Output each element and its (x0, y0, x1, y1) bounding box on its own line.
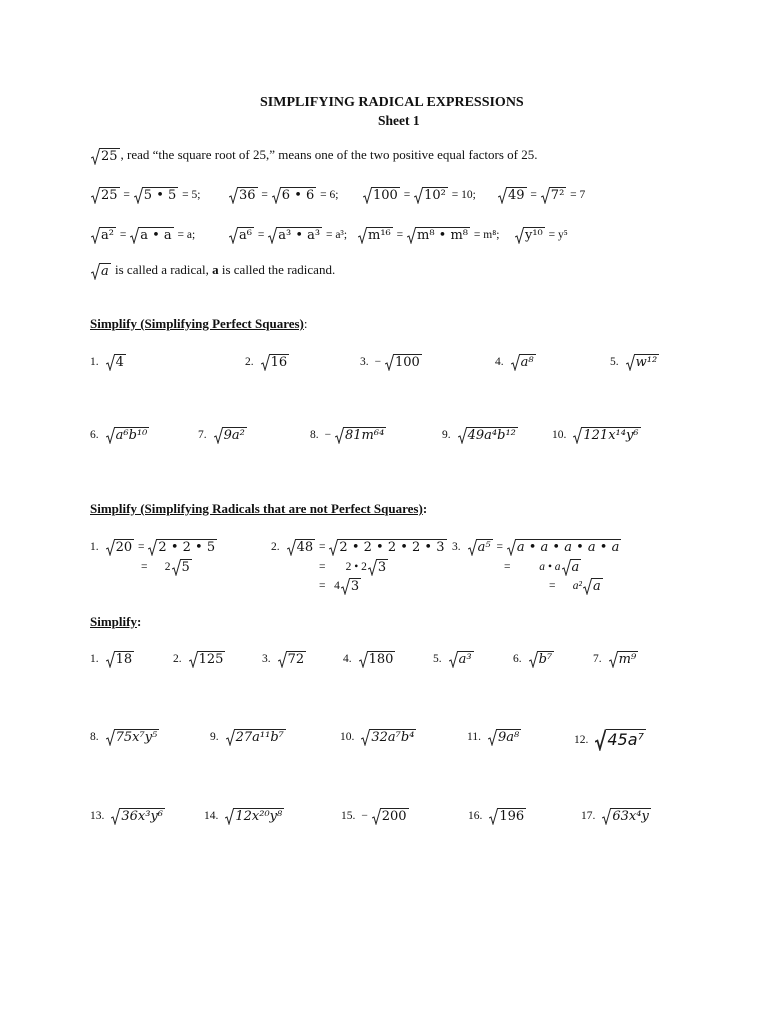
sheet-label: Sheet 1 (378, 113, 420, 128)
problem-row-simplify-3 (90, 808, 710, 830)
radical-expression (261, 354, 290, 371)
radical-sign-icon (130, 227, 139, 244)
radical-expression (602, 808, 650, 825)
radical-expression (489, 808, 526, 825)
radical-sign-icon (372, 808, 381, 825)
radical-expression (359, 651, 396, 668)
radical-expression (595, 729, 646, 751)
worked-example-2-step-2: = 4 3 (319, 579, 360, 594)
worked-example-3-step-1: = a • a a (504, 560, 580, 575)
problem-item (442, 427, 519, 444)
example-row-2-item-2: a⁶ = a³ • a³ = a³; (228, 227, 347, 244)
problem-number: 10. (552, 429, 567, 442)
radical-sign-icon (595, 729, 606, 751)
radical-sign-icon (91, 187, 100, 204)
radicand: m⁹ (618, 652, 637, 667)
radicand: w¹² (635, 355, 658, 370)
problem-number: 16. (468, 810, 483, 823)
negative-sign: − (374, 356, 384, 369)
radical-sign-icon (287, 539, 296, 556)
radical-sign-icon (91, 227, 100, 244)
radicand: a³ (458, 652, 472, 667)
intro-text: , read “the square root of 25,” means one of the two positive equal factors of 25. (120, 147, 538, 162)
problem-number: 3. (360, 356, 369, 369)
radical-expression (361, 729, 416, 746)
radical-expression (106, 729, 160, 746)
radicand: 27a¹¹b⁷ (235, 730, 284, 745)
problem-item (173, 651, 226, 668)
radicand: b⁷ (538, 652, 553, 667)
radical-sign-icon (489, 808, 498, 825)
radical-sign-icon (335, 427, 344, 444)
problem-number: 5. (433, 653, 442, 666)
radical-expression (372, 808, 409, 825)
radical-sign-icon (261, 354, 270, 371)
radical-sign-icon (515, 227, 524, 244)
radical-sign-icon (134, 187, 143, 204)
radical-expression (106, 651, 135, 668)
section-not-perfect-heading: Simplify (Simplifying Radicals that are not Perfect Squares): (90, 501, 428, 516)
problem-item (593, 651, 639, 668)
problem-item (574, 729, 647, 751)
radicand: 16 (270, 355, 288, 370)
problem-item (495, 354, 537, 371)
problem-item (360, 354, 423, 371)
radical-expression (529, 651, 555, 668)
radical-expression (226, 729, 286, 746)
radical-sign-icon (329, 539, 338, 556)
radical-expression (111, 808, 165, 825)
problem-number: 13. (90, 810, 105, 823)
radical-sign-icon (106, 354, 115, 371)
problem-item (340, 729, 417, 746)
radical-sign-icon (272, 187, 281, 204)
radical-sign-icon (268, 227, 277, 244)
radicand: a⁸ (520, 355, 534, 370)
radical-sign-icon (225, 808, 234, 825)
problem-item (210, 729, 287, 746)
radical-expression (106, 354, 126, 371)
radical-sign-icon (488, 729, 497, 746)
radical-expression (278, 651, 307, 668)
radical-expression (511, 354, 536, 371)
radical-sign-icon (226, 729, 235, 746)
example-row-1: 25 = 5 • 5 = 5; (90, 187, 200, 204)
problem-number: 4. (495, 356, 504, 369)
radical-sign-icon (111, 808, 120, 825)
problem-row-perfect-2 (90, 427, 710, 449)
problem-number: 9. (210, 731, 219, 744)
worked-example-1: 1. 20 = 2 • 2 • 5 (90, 540, 216, 555)
radical-sign-icon (609, 651, 618, 668)
radical-expression (626, 354, 660, 371)
problem-number: 7. (198, 429, 207, 442)
problem-number: 2. (245, 356, 254, 369)
radical: 25 (91, 187, 120, 204)
radicand: 200 (381, 809, 407, 824)
problem-item (467, 729, 522, 746)
radical-sign-icon (106, 539, 115, 556)
worked-example-3-step-2: = a² a (549, 579, 601, 594)
radicand: 32a⁷b⁴ (371, 730, 415, 745)
problem-number: 11. (467, 731, 481, 744)
problem-number: 2. (173, 653, 182, 666)
radical-sign-icon (363, 187, 372, 204)
example-row-2-item-1: a² = a • a = a; (90, 227, 195, 244)
radical-sign-icon (278, 651, 287, 668)
radical-sign-icon (385, 354, 394, 371)
radicand: a⁶b¹⁰ (115, 428, 148, 443)
radical-sign-icon (458, 427, 467, 444)
radical-sign-icon (106, 651, 115, 668)
problem-number: 9. (442, 429, 451, 442)
problem-number: 15. (341, 810, 356, 823)
radical-expression (573, 427, 640, 444)
problem-number: 4. (343, 653, 352, 666)
example-row-1-item-3: 100 = 10² = 10; (362, 187, 476, 204)
radicand: 18 (115, 652, 133, 667)
example-row-1-item-2: 36 = 6 • 6 = 6; (228, 187, 338, 204)
radical-sign-icon (91, 263, 100, 280)
problem-item (198, 427, 248, 444)
problem-item (610, 354, 660, 371)
problem-item (310, 427, 387, 444)
problem-item (90, 651, 135, 668)
problem-number: 1. (90, 653, 99, 666)
radical-sign-icon (229, 187, 238, 204)
radical-sign-icon (583, 578, 592, 595)
radical-sign-icon (529, 651, 538, 668)
example-row-2-item-3: m¹⁶ = m⁸ • m⁸ = m⁸; (357, 227, 499, 244)
radical-sign-icon (358, 227, 367, 244)
negative-sign: − (361, 810, 371, 823)
radicand: 63x⁴y (612, 809, 649, 824)
radical-expression (214, 427, 247, 444)
radical-expression (488, 729, 521, 746)
radicand: 4 (115, 355, 124, 370)
problem-number: 8. (310, 429, 319, 442)
radical-sign-icon (172, 559, 181, 576)
radical-sign-icon (414, 187, 423, 204)
radicand: 180 (368, 652, 394, 667)
radical-sign-icon (229, 227, 238, 244)
problem-item (468, 808, 527, 825)
negative-sign: − (324, 429, 334, 442)
problem-number: 14. (204, 810, 219, 823)
problem-row-simplify-2 (90, 729, 710, 753)
problem-item (90, 808, 166, 825)
problem-item (204, 808, 285, 825)
radical-expression (449, 651, 474, 668)
problem-item (90, 354, 127, 371)
radical-sign-icon (148, 539, 157, 556)
radical-sign-icon (407, 227, 416, 244)
radical-sign-icon (214, 427, 223, 444)
radical-expression (385, 354, 422, 371)
worked-example-3: 3. a⁵ = a • a • a • a • a (452, 540, 620, 555)
radical-sign-icon (368, 559, 377, 576)
intro-line (90, 147, 538, 165)
radicand: 121x¹⁴y⁶ (583, 428, 639, 443)
example-row-2-item-4: y¹⁰ = y⁵ (514, 227, 568, 244)
radical-sign-icon (189, 651, 198, 668)
problem-item (90, 729, 160, 746)
radical-sign-icon (106, 427, 115, 444)
radical-sign-icon (626, 354, 635, 371)
radical-sign-icon (573, 427, 582, 444)
radical-sign-icon (602, 808, 611, 825)
problem-number: 7. (593, 653, 602, 666)
problem-item (552, 427, 642, 444)
problem-number: 6. (513, 653, 522, 666)
radical-expression (458, 427, 518, 444)
problem-row-simplify-1 (90, 651, 710, 673)
radicand: 9a⁸ (497, 730, 520, 745)
radicand: 75x⁷y⁵ (115, 730, 158, 745)
worksheet-title: SIMPLIFYING RADICAL EXPRESSIONS (260, 95, 524, 110)
problem-item (433, 651, 475, 668)
section-simplify-heading: Simplify: (90, 614, 142, 629)
worked-example-2-step-1: = 2 • 2 3 (319, 560, 387, 575)
problem-item (513, 651, 555, 668)
radicand: 12x²⁰y⁸ (235, 809, 283, 824)
problem-item (581, 808, 652, 825)
radicand: 100 (395, 355, 420, 370)
problem-number: 8. (90, 731, 99, 744)
radical-sign-icon (507, 539, 516, 556)
radical-sign-icon (468, 539, 477, 556)
problem-number: 10. (340, 731, 355, 744)
radicand: 72 (287, 652, 305, 667)
example-row-1-item-4: 49 = 7² = 7 (497, 187, 585, 204)
problem-row-perfect-1 (90, 354, 710, 376)
problem-number: 6. (90, 429, 99, 442)
problem-number: 1. (90, 356, 99, 369)
radical-definition: a is called a radical, a is called the radicand. (90, 262, 335, 280)
problem-item (90, 427, 150, 444)
radical-sign-icon (562, 559, 571, 576)
radical-expression (106, 427, 150, 444)
radical-sign-icon (341, 578, 350, 595)
radicand: 125 (198, 652, 224, 667)
radical-sign-icon (91, 148, 100, 165)
radical: 25 (91, 148, 120, 165)
radical-sign-icon (449, 651, 458, 668)
radical-expression (225, 808, 284, 825)
radical-sign-icon (511, 354, 520, 371)
radical-sign-icon (359, 651, 368, 668)
radicand: 81m⁶⁴ (345, 428, 385, 443)
radicand: 36x³y⁶ (121, 809, 164, 824)
problem-number: 5. (610, 356, 619, 369)
radical-expression (335, 427, 386, 444)
radicand: 196 (499, 809, 525, 824)
problem-item (343, 651, 396, 668)
problem-item (341, 808, 410, 825)
radical-expression (609, 651, 639, 668)
radicand: 9a² (223, 428, 245, 443)
radicand: 45a⁷ (607, 730, 644, 749)
worked-example-1-step: = 2 5 (141, 560, 190, 575)
radical-sign-icon (498, 187, 507, 204)
problem-number: 17. (581, 810, 596, 823)
radical-sign-icon (106, 729, 115, 746)
section-perfect-squares-heading: Simplify (Simplifying Perfect Squares): (90, 316, 308, 331)
radicand: 49a⁴b¹² (467, 428, 516, 443)
problem-item (245, 354, 290, 371)
worked-example-2: 2. 48 = 2 • 2 • 2 • 2 • 3 (271, 540, 445, 555)
radical-sign-icon (541, 187, 550, 204)
problem-number: 12. (574, 733, 589, 746)
radical-expression (189, 651, 226, 668)
problem-number: 3. (262, 653, 271, 666)
problem-item (262, 651, 307, 668)
radical-sign-icon (361, 729, 370, 746)
